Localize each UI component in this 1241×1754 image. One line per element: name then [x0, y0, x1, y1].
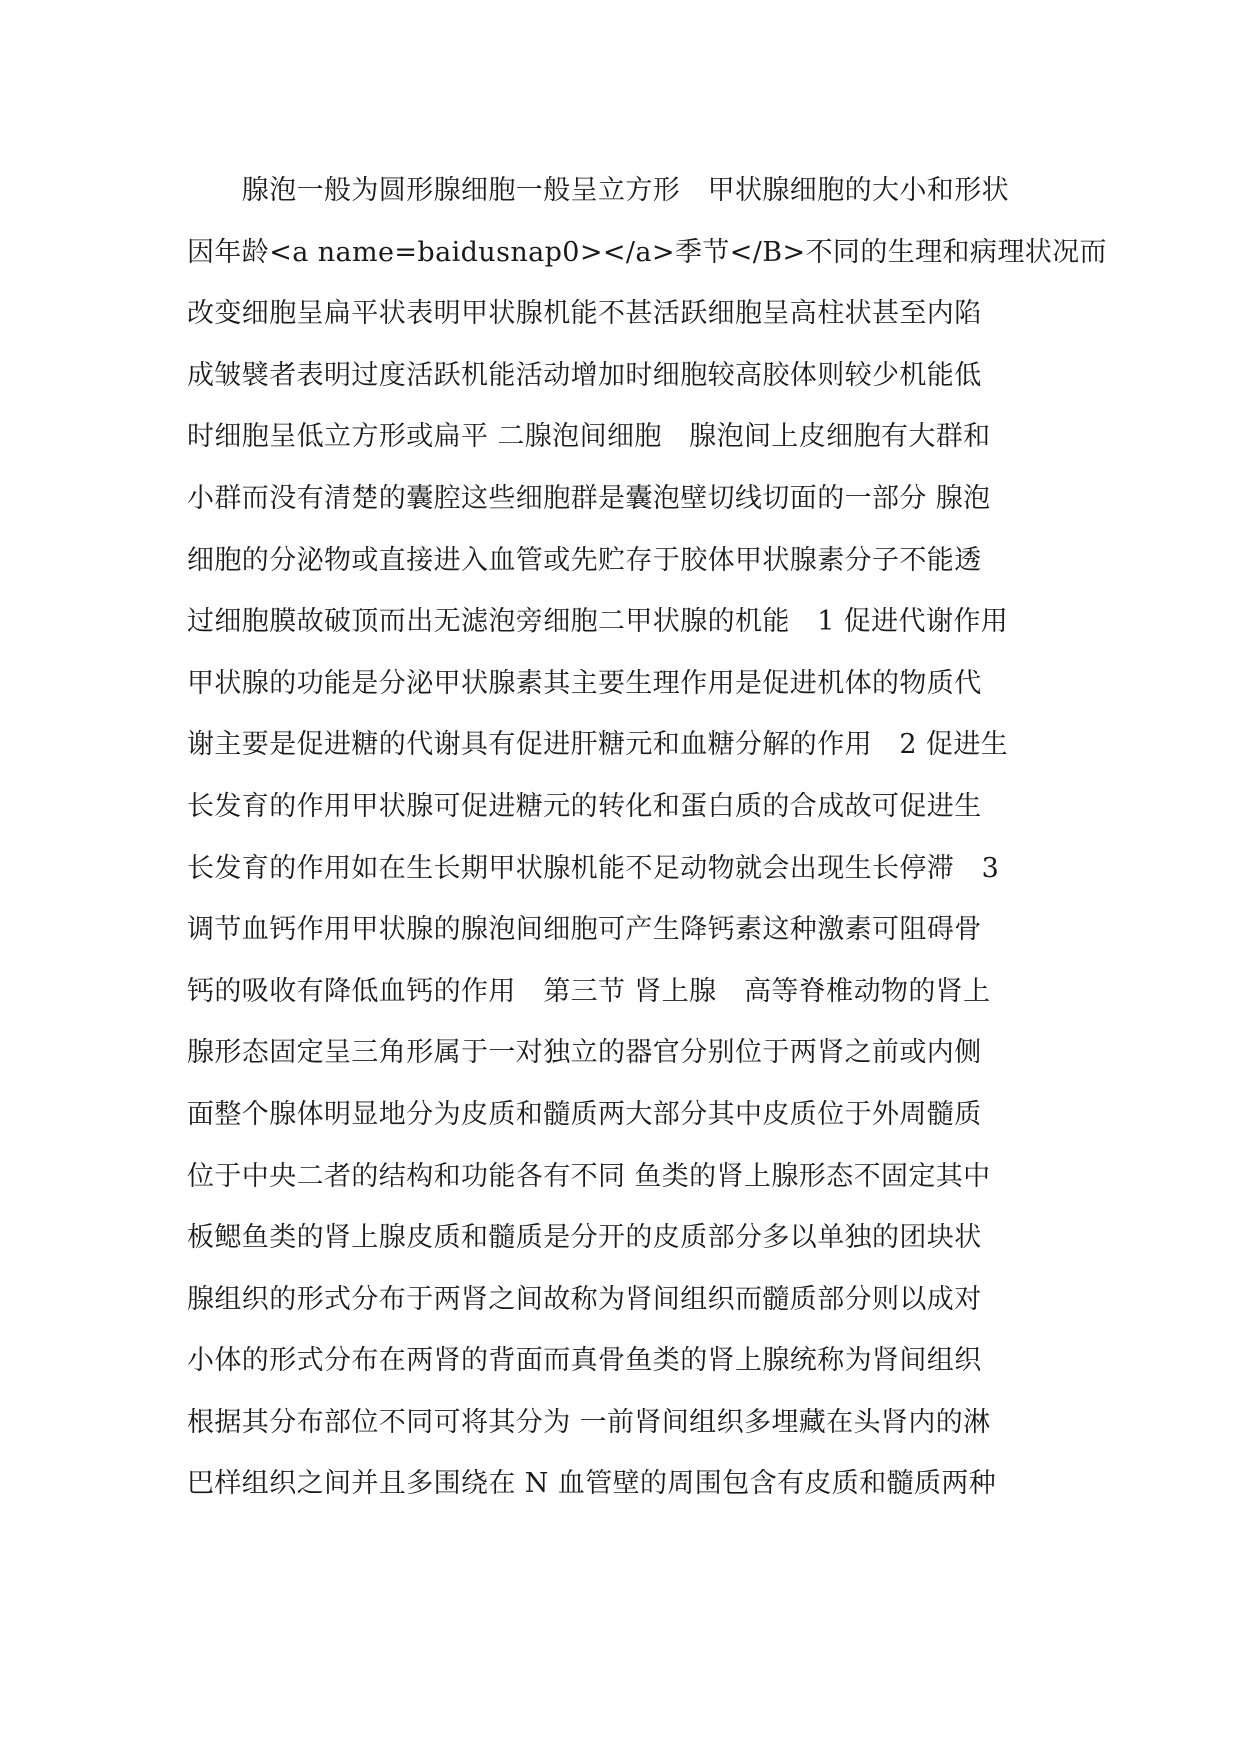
- text-line: 板鳃鱼类的肾上腺皮质和髓质是分开的皮质部分多以单独的团块状: [187, 1222, 982, 1254]
- text-line: 调节血钙作用甲状腺的腺泡间细胞可产生降钙素这种激素可阻碍骨: [187, 914, 982, 946]
- text-line: 位于中央二者的结构和功能各有不同 鱼类的肾上腺形态不固定其中: [187, 1160, 991, 1192]
- text-line: 腺形态固定呈三角形属于一对独立的器官分别位于两肾之前或内侧: [187, 1037, 982, 1069]
- text-line: 钙的吸收有降低血钙的作用 第三节 肾上腺 高等脊椎动物的肾上: [187, 975, 991, 1007]
- text-line: 过细胞膜故破顶而出无滤泡旁细胞二甲状腺的机能 1 促进代谢作用: [187, 606, 1009, 638]
- text-line: 长发育的作用如在生长期甲状腺机能不足动物就会出现生长停滞 3: [187, 852, 1000, 884]
- text-line: 甲状腺的功能是分泌甲状腺素其主要生理作用是促进机体的物质代: [187, 667, 982, 699]
- text-line: 小体的形式分布在两肾的背面而真骨鱼类的肾上腺统称为肾间组织: [187, 1345, 982, 1377]
- text-line: 腺组织的形式分布于两肾之间故称为肾间组织而髓质部分则以成对: [187, 1283, 982, 1315]
- text-line: 时细胞呈低立方形或扁平 二腺泡间细胞 腺泡间上皮细胞有大群和: [187, 421, 991, 453]
- text-line: 根据其分布部位不同可将其分为 一前肾间组织多埋藏在头肾内的淋: [187, 1406, 991, 1438]
- text-line: 小群而没有清楚的囊腔这些细胞群是囊泡壁切线切面的一部分 腺泡: [187, 482, 991, 514]
- text-line: 谢主要是促进糖的代谢具有促进肝糖元和血糖分解的作用 2 促进生: [187, 729, 1009, 761]
- text-line: 面整个腺体明显地分为皮质和髓质两大部分其中皮质位于外周髓质: [187, 1098, 982, 1130]
- text-line: 改变细胞呈扁平状表明甲状腺机能不甚活跃细胞呈高柱状甚至内陷: [187, 298, 982, 330]
- text-line: 长发育的作用甲状腺可促进糖元的转化和蛋白质的合成故可促进生: [187, 790, 982, 822]
- text-line: 巴样组织之间并且多围绕在 N 血管壁的周围包含有皮质和髓质两种: [187, 1468, 997, 1500]
- text-line: 腺泡一般为圆形腺细胞一般呈立方形 甲状腺细胞的大小和形状: [187, 175, 1009, 206]
- text-line: 成皱襞者表明过度活跃机能活动增加时细胞较高胶体则较少机能低: [187, 359, 982, 391]
- body-text: [187, 160, 1107, 1515]
- text-line: 因年龄<a name=baidusnap0></a>季节</B>不同的生理和病理状况而: [187, 236, 1107, 268]
- text-line: 细胞的分泌物或直接进入血管或先贮存于胶体甲状腺素分子不能透: [187, 544, 982, 576]
